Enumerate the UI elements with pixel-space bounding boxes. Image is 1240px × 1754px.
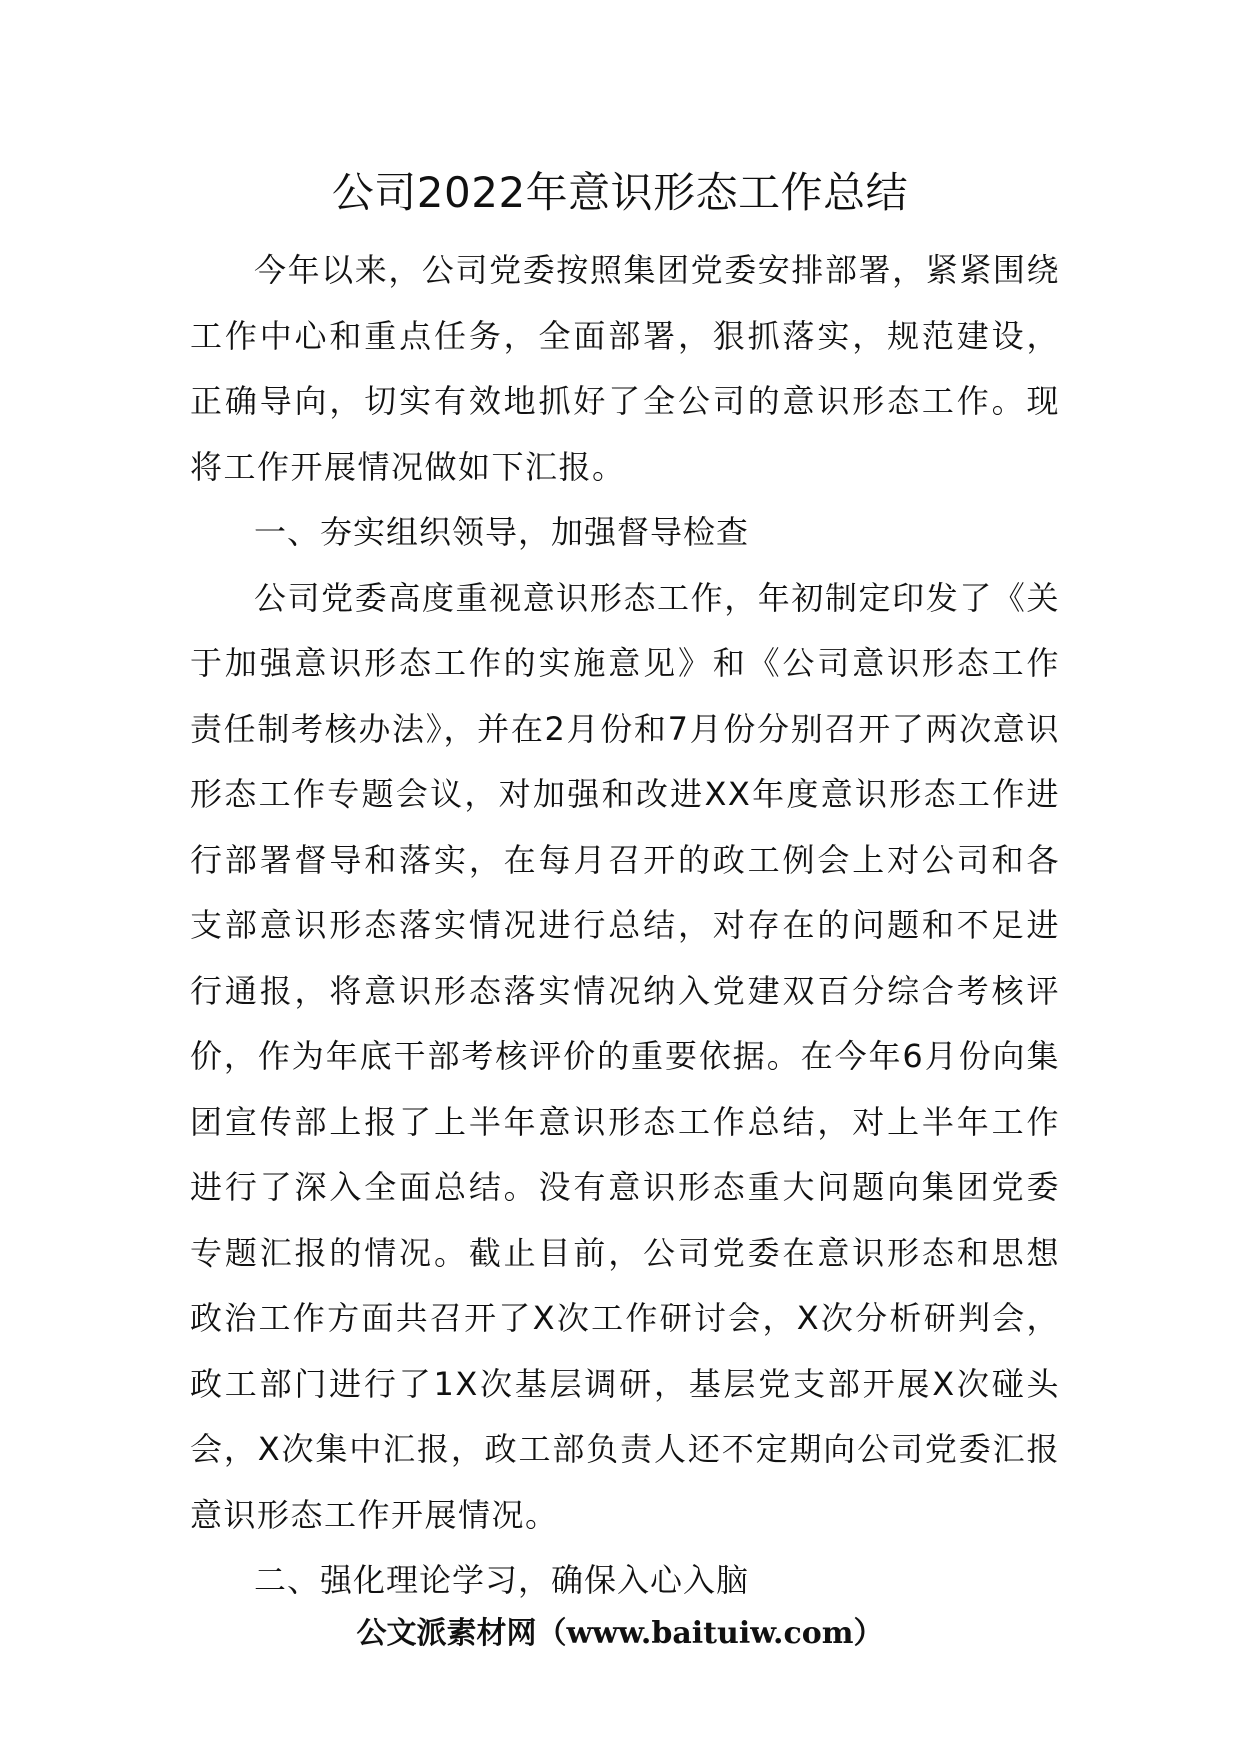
footer-source: 公文派素材网（www.baituiw.com） [356, 1616, 884, 1651]
section-1-paragraph: 公司党委高度重视意识形态工作，年初制定印发了《关于加强意识形态工作的实施意见》和《公司意识形态工作责任制考核办法》，并在2月份和7月份分别召开了两次意识形态工作专题会议，对加强和改进XX年度意识形态工作进行部署督导和落实，在每月召开的政工例会上对公司和各支部意识形态落实情况进行总结，对存在的问题和不足进行通报，将意识形态落实情况纳入党建双百分综合考核评价，作为年底干部考核评价的重要依据。在今年6月份向集团宣传部上报了上半年意识形态工作总结，对上半年工作进行了深入全面总结。没有意识形态重大问题向集团党委专题汇报的情况。截止目前，公司党委在意识形态和思想政治工作方面共召开了X次工作研讨会，X次分析研判会，政工部门进行了1X次基层调研，基层党支部开展X次碰头会，X次集中汇报，政工部负责人还不定期向公司党委汇报意识形态工作开展情况。 [190, 578, 1060, 1534]
intro-paragraph: 今年以来，公司党委按照集团党委安排部署，紧紧围绕工作中心和重点任务，全面部署，狠抓落实，规范建设，正确导向，切实有效地抓好了全公司的意识形态工作。现将工作开展情况做如下汇报。 [190, 251, 1060, 486]
document-title: 公司2022年意识形态工作总结 [331, 168, 909, 217]
section-heading-2: 二、强化理论学习，确保入心入脑 [254, 1561, 750, 1599]
section-heading-1: 一、夯实组织领导，加强督导检查 [254, 513, 750, 551]
document-body [190, 238, 1060, 1614]
